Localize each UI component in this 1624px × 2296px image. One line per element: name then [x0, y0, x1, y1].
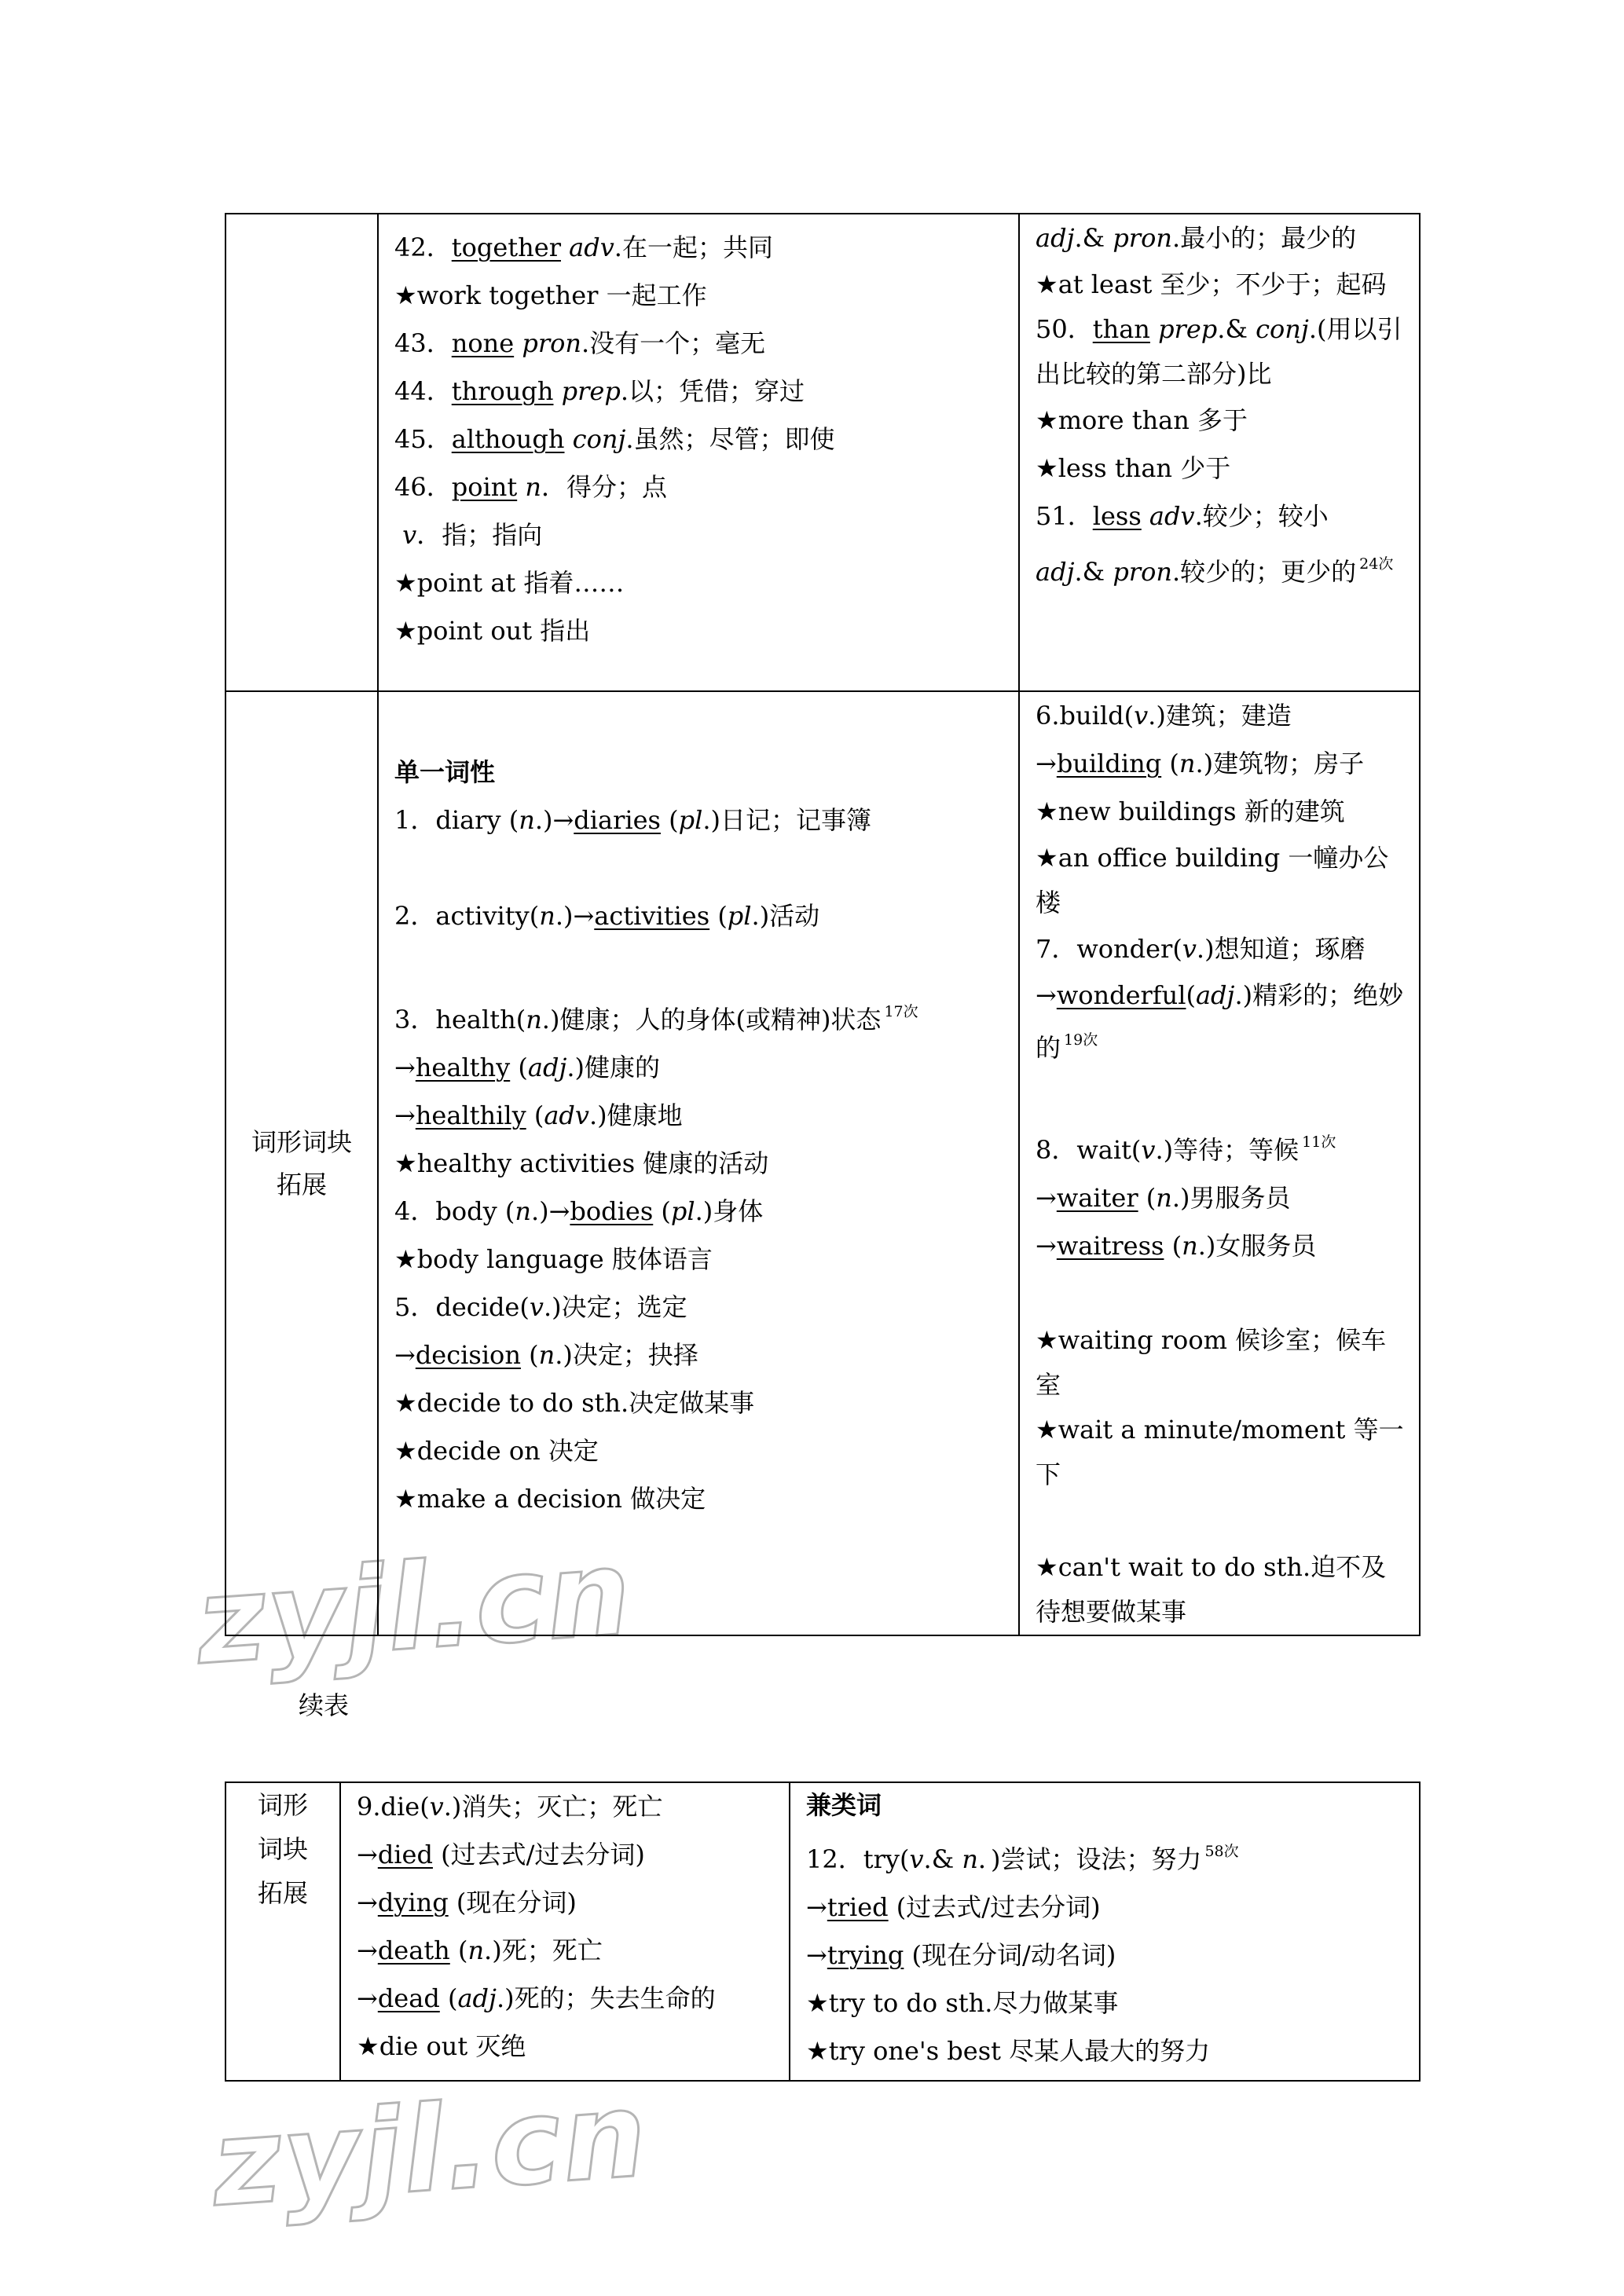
watermark: zyjl.cn	[207, 2066, 653, 2234]
list-item: ★healthy activities 健康的活动	[394, 1148, 769, 1178]
list-item: ★point at 指着……	[394, 568, 625, 598]
section-label: 词形词块拓展	[225, 1782, 340, 2081]
list-item: ★at least 至少；不少于；起码	[1036, 269, 1387, 299]
list-item: ★more than 多于	[1036, 405, 1248, 435]
list-item: →wonderful(adj.)精彩的；绝妙的 $^{19次}$	[1036, 980, 1404, 1063]
list-item: 43．none pron.没有一个；毫无	[394, 328, 766, 358]
list-item: →decision (n.)决定；抉择	[394, 1340, 698, 1370]
list-item: →healthy (adj.)健康的	[394, 1053, 661, 1082]
list-item: 46．point n．得分；点	[394, 472, 667, 502]
section-heading: 兼类词	[806, 1790, 882, 1820]
list-item: 1．diary (n.)→diaries (pl.)日记；记事簿	[394, 805, 872, 835]
frequency-note: 19次	[1064, 1031, 1098, 1049]
frequency-note: 17次	[884, 1003, 918, 1020]
list-item: →building (n.)建筑物；房子	[1036, 749, 1365, 778]
continued-label: 续表	[299, 1690, 350, 1720]
list-item: ★make a decision 做决定	[394, 1484, 706, 1514]
list-item: →healthily (adv.)健康地	[394, 1100, 683, 1130]
words-cell	[1019, 691, 1420, 1635]
list-item: ★work together 一起工作	[394, 280, 707, 310]
list-item: 3．health(n.)健康；人的身体(或精神)状态 $^{17次}$	[394, 1003, 918, 1034]
list-item: 7．wonder(v.)想知道；琢磨	[1036, 934, 1366, 964]
list-item: 42．together adv.在一起；共同	[394, 233, 773, 262]
list-item: 50．than prep.& conj.(用以引出比较的第二部分)比	[1036, 314, 1402, 389]
words-cell	[340, 1782, 790, 2081]
list-item: ★decide to do sth.决定做某事	[394, 1388, 755, 1418]
list-item: ★decide on 决定	[394, 1436, 599, 1466]
list-item: 5．decide(v.)决定；选定	[394, 1292, 687, 1322]
list-item: 9.die(v.)消失；灭亡；死亡	[357, 1792, 663, 1822]
list-item: →waitress (n.)女服务员	[1036, 1231, 1317, 1261]
list-item: ★point out 指出	[394, 616, 591, 646]
frequency-note: 58次	[1204, 1843, 1239, 1860]
watermark: zyjl.cn	[192, 1524, 637, 1692]
list-item: ★try one's best 尽某人最大的努力	[806, 2036, 1211, 2066]
vocab-table-1	[225, 213, 1421, 1636]
section-label: 词形词块拓展	[225, 691, 378, 1635]
list-item: ★new buildings 新的建筑	[1036, 796, 1345, 826]
list-item: adj.& pron.较少的；更少的 $^{24次}$	[1036, 555, 1394, 587]
list-item: →tried (过去式/过去分词)	[806, 1892, 1101, 1922]
list-item: →trying (现在分词/动名词)	[806, 1940, 1116, 1970]
list-item: v．指；指向	[402, 520, 543, 550]
words-cell	[790, 1782, 1420, 2081]
frequency-note: 11次	[1302, 1133, 1336, 1151]
list-item: ★body language 肢体语言	[394, 1244, 713, 1274]
list-item: 12．try(v.& n．)尝试；设法；努力 $^{58次}$	[806, 1843, 1239, 1874]
list-item: 6.build(v.)建筑；建造	[1036, 701, 1292, 731]
list-item: →dying (现在分词)	[357, 1888, 577, 1917]
list-item: ★can't wait to do sth.迫不及待想要做某事	[1036, 1552, 1387, 1627]
list-item: ★try to do sth.尽力做某事	[806, 1988, 1119, 2018]
words-cell	[378, 691, 1019, 1635]
list-item: 4．body (n.)→bodies (pl.)身体	[394, 1196, 764, 1226]
list-item: ★die out 灭绝	[357, 2031, 526, 2061]
list-item: adj.& pron.最小的；最少的	[1036, 223, 1357, 253]
list-item: ★less than 少于	[1036, 453, 1231, 483]
list-item: ★an office building 一幢办公楼	[1036, 843, 1389, 917]
frequency-note: 24次	[1359, 555, 1394, 573]
list-item: →waiter (n.)男服务员	[1036, 1183, 1291, 1213]
list-item: →died (过去式/过去分词)	[357, 1840, 645, 1869]
words-cell	[378, 214, 1019, 691]
table-row	[225, 1782, 1420, 2081]
label-cell	[225, 214, 378, 691]
list-item: →dead (adj.)死的；失去生命的	[357, 1983, 716, 2013]
table-row	[225, 691, 1420, 1635]
list-item: 51．less adv.较少；较小	[1036, 501, 1329, 531]
list-item: ★wait a minute/moment 等一下	[1036, 1415, 1404, 1489]
list-item: 44．through prep.以；凭借；穿过	[394, 376, 805, 406]
section-heading: 单一词性	[394, 757, 496, 787]
list-item: 2．activity(n.)→activities (pl.)活动	[394, 901, 820, 931]
list-item: ★waiting room 候诊室；候车室	[1036, 1325, 1387, 1400]
table-row	[225, 214, 1420, 691]
list-item: 8．wait(v.)等待；等候 $^{11次}$	[1036, 1133, 1336, 1165]
list-item: 45．although conj.虽然；尽管；即使	[394, 424, 835, 454]
vocab-table-2	[225, 1782, 1421, 2082]
list-item: →death (n.)死；死亡	[357, 1935, 603, 1965]
words-cell	[1019, 214, 1420, 691]
